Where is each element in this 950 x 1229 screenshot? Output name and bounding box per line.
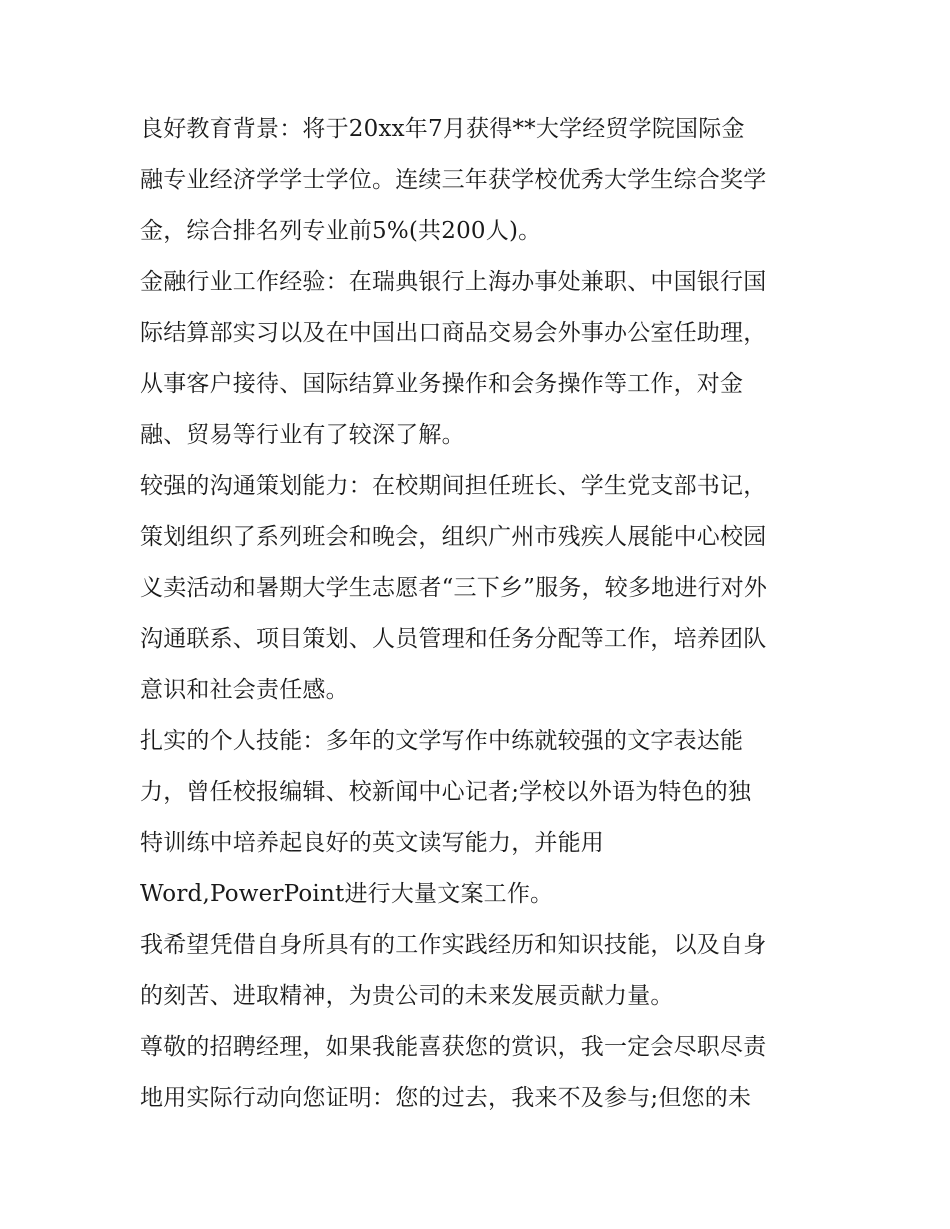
text-line-hope-1: 我希望凭借自身所具有的工作实践经历和知识技能，以及自身 (140, 932, 767, 958)
text-line-skills-3: 特训练中培养起良好的英文读写能力，并能用 (140, 830, 604, 856)
text-line-communication-3: 义卖活动和暑期大学生志愿者“三下乡”服务，较多地进行对外 (140, 575, 768, 601)
text-line-skills-2: 力，曾任校报编辑、校新闻中心记者;学校以外语为特色的独 (140, 779, 752, 805)
text-line-experience-1: 金融行业工作经验：在瑞典银行上海办事处兼职、中国银行国 (140, 269, 767, 295)
text-line-communication-1: 较强的沟通策划能力：在校期间担任班长、学生党支部书记， (140, 473, 767, 499)
text-line-skills-1: 扎实的个人技能：多年的文学写作中练就较强的文字表达能 (140, 728, 744, 754)
text-line-closing-2: 地用实际行动向您证明：您的过去，我来不及参与;但您的未 (140, 1085, 752, 1111)
text-line-communication-4: 沟通联系、项目策划、人员管理和任务分配等工作，培养团队 (140, 626, 767, 652)
text-line-communication-2: 策划组织了系列班会和晚会，组织广州市残疾人展能中心校园 (140, 524, 767, 550)
document-body (140, 104, 820, 1124)
text-line-education-2: 融专业经济学学士学位。连续三年获学校优秀大学生综合奖学 (140, 167, 767, 193)
text-line-experience-4: 融、贸易等行业有了较深了解。 (140, 422, 465, 448)
text-line-communication-5: 意识和社会责任感。 (140, 677, 349, 703)
text-line-closing-1: 尊敬的招聘经理，如果我能喜获您的赏识，我一定会尽职尽责 (140, 1034, 767, 1060)
text-line-education-3: 金，综合排名列专业前5%(共200人)。 (140, 218, 542, 244)
text-line-experience-2: 际结算部实习以及在中国出口商品交易会外事办公室任助理， (140, 320, 767, 346)
text-line-hope-2: 的刻苦、进取精神，为贵公司的未来发展贡献力量。 (140, 983, 674, 1009)
text-line-skills-4: Word,PowerPoint进行大量文案工作。 (140, 881, 554, 907)
text-line-experience-3: 从事客户接待、国际结算业务操作和会务操作等工作，对金 (140, 371, 744, 397)
text-line-education-1: 良好教育背景：将于20xx年7月获得**大学经贸学院国际金 (140, 116, 745, 142)
